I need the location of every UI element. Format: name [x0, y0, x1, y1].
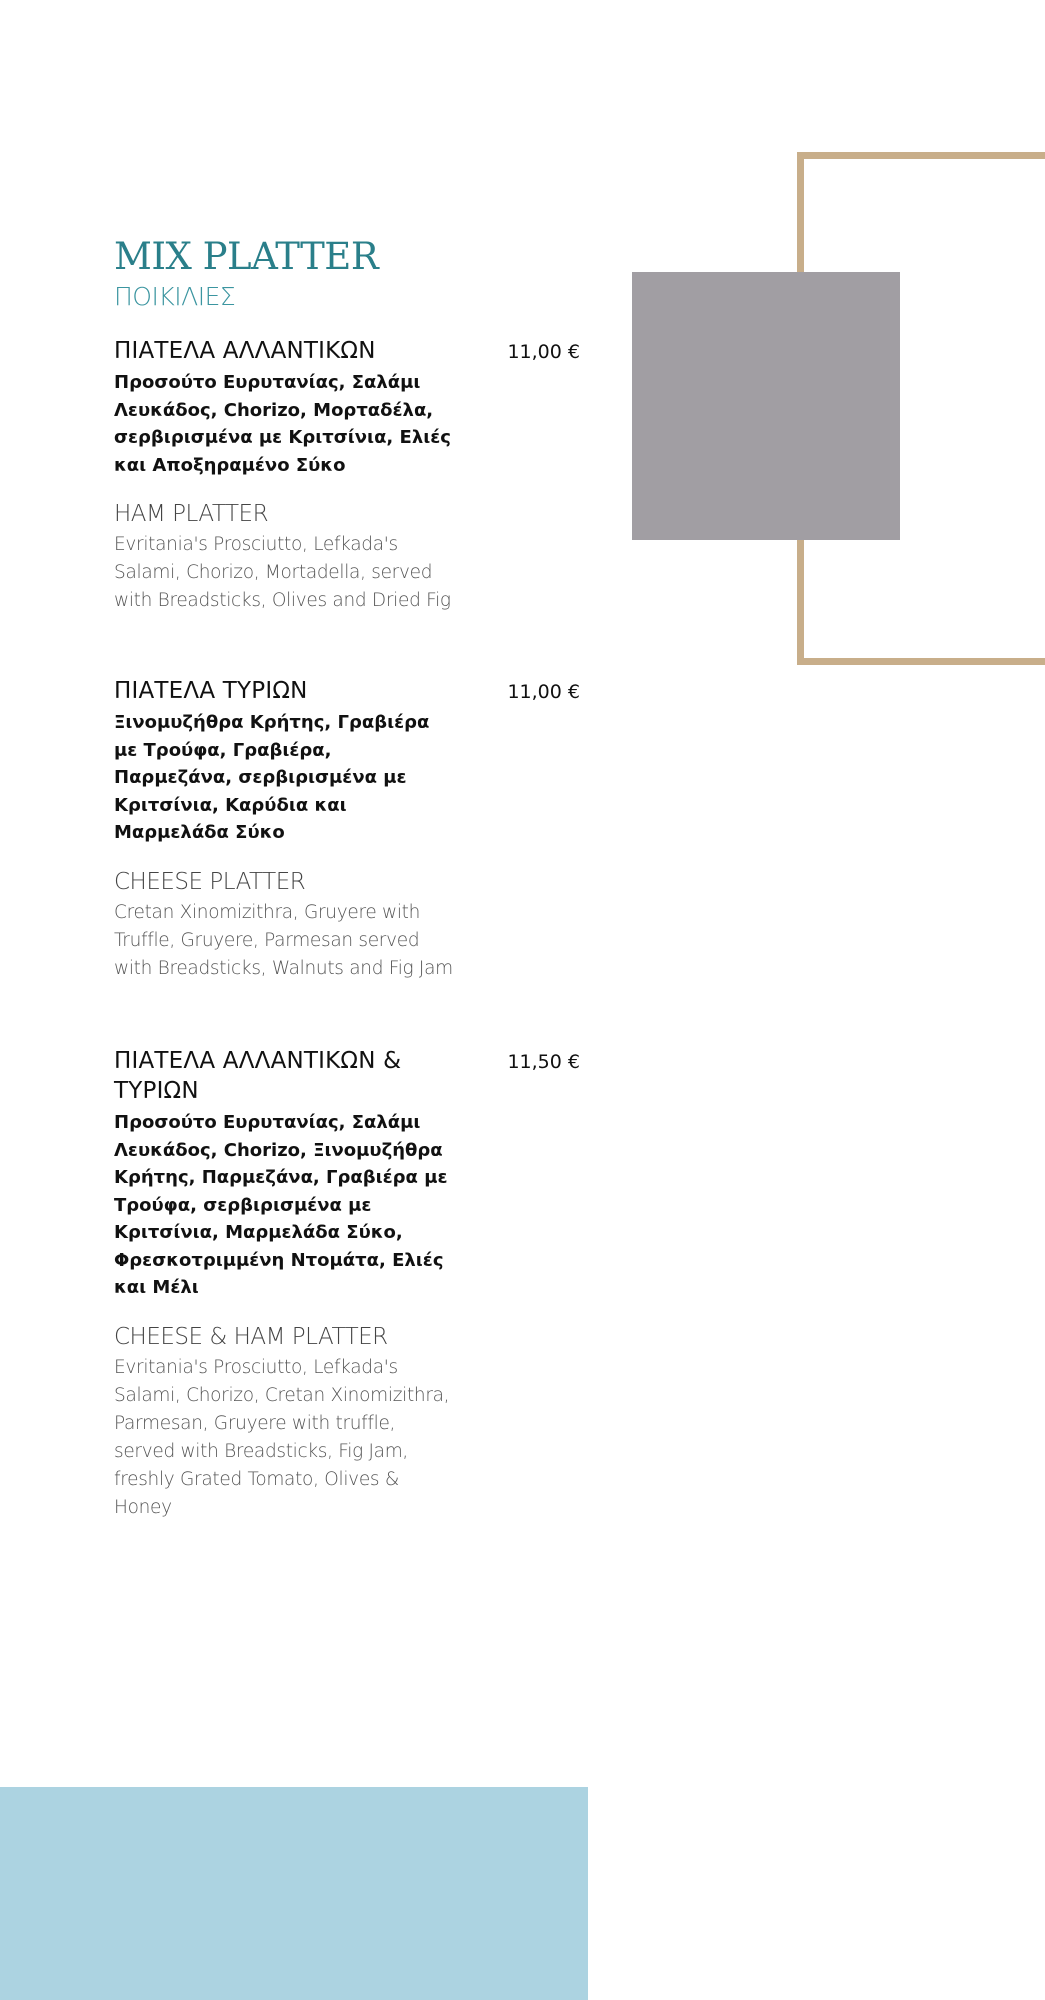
item-name-greek: ΠΙΑΤΕΛΑ ΤΥΡΙΩΝ — [114, 678, 308, 704]
item-description-english: Cretan Xinomizithra, Gruyere with Truffle, Gruyere, Parmesan served with Breadsticks, Walnuts and Fig Jam — [114, 901, 453, 979]
section-title: MIX PLATTER — [114, 235, 379, 278]
item-description-english: Evritania's Prosciutto, Lefkada's Salami, Chorizo, Mortadella, served with Breadsticks, Olives and Dried Fig — [114, 534, 451, 611]
item-description-english: Evritania's Prosciutto, Lefkada's Salami, Chorizo, Cretan Xinomizithra, Parmesan, Gruyere with truffle, served with Breadsticks, Fig Jam, freshly Grated Tomato, Olives & Honey — [114, 1356, 450, 1518]
item-price: 11,50 € — [507, 1051, 580, 1073]
item-description-greek: Προσούτο Ευρυτανίας, Σαλάμι Λευκάδος, Chorizo, Ξινομυζήθρα Κρήτης, Παρμεζάνα, Γραβιέρα με Τρούφα, σερβιρισμένα με Κριτσίνια, Μαρμελάδα Σύκο, Φρεσκοτριμμένη Ντομάτα, Ελιές και Μέλι — [114, 1112, 448, 1298]
item-name-english: HAM PLATTER — [114, 501, 269, 527]
item-name-english: CHEESE & HAM PLATTER — [114, 1323, 388, 1350]
item-description-greek: Ξινομυζήθρα Κρήτης, Γραβιέρα με Τρούφα, Γραβιέρα, Παρμεζάνα, σερβιρισμένα με Κριτσίνια, Καρύδια και Μαρμελάδα Σύκο — [114, 712, 430, 843]
item-name-english: CHEESE PLATTER — [114, 868, 306, 895]
item-price: 11,00 € — [507, 681, 580, 703]
item-price: 11,00 € — [507, 341, 580, 363]
item-name-greek: ΠΙΑΤΕΛΑ ΑΛΛΑΝΤΙΚΩΝ — [114, 338, 376, 364]
section-subtitle: ΠΟΙΚΙΛΙΕΣ — [114, 282, 236, 311]
item-description-greek: Προσούτο Ευρυτανίας, Σαλάμι Λευκάδος, Chorizo, Μορταδέλα, σερβιρισμένα με Κριτσίνια, Ελιές και Αποξηραμένο Σύκο — [114, 372, 451, 476]
menu-item-cheese-platter — [114, 676, 584, 983]
decorative-blue-block — [0, 1787, 588, 2000]
item-name-greek: ΠΙΑΤΕΛΑ ΑΛΛΑΝΤΙΚΩΝ & ΤΥΡΙΩΝ — [114, 1048, 402, 1104]
menu-item-cheese-ham-platter — [114, 1046, 584, 1522]
menu-item-ham-platter — [114, 336, 584, 615]
decorative-grey-block — [632, 272, 900, 540]
